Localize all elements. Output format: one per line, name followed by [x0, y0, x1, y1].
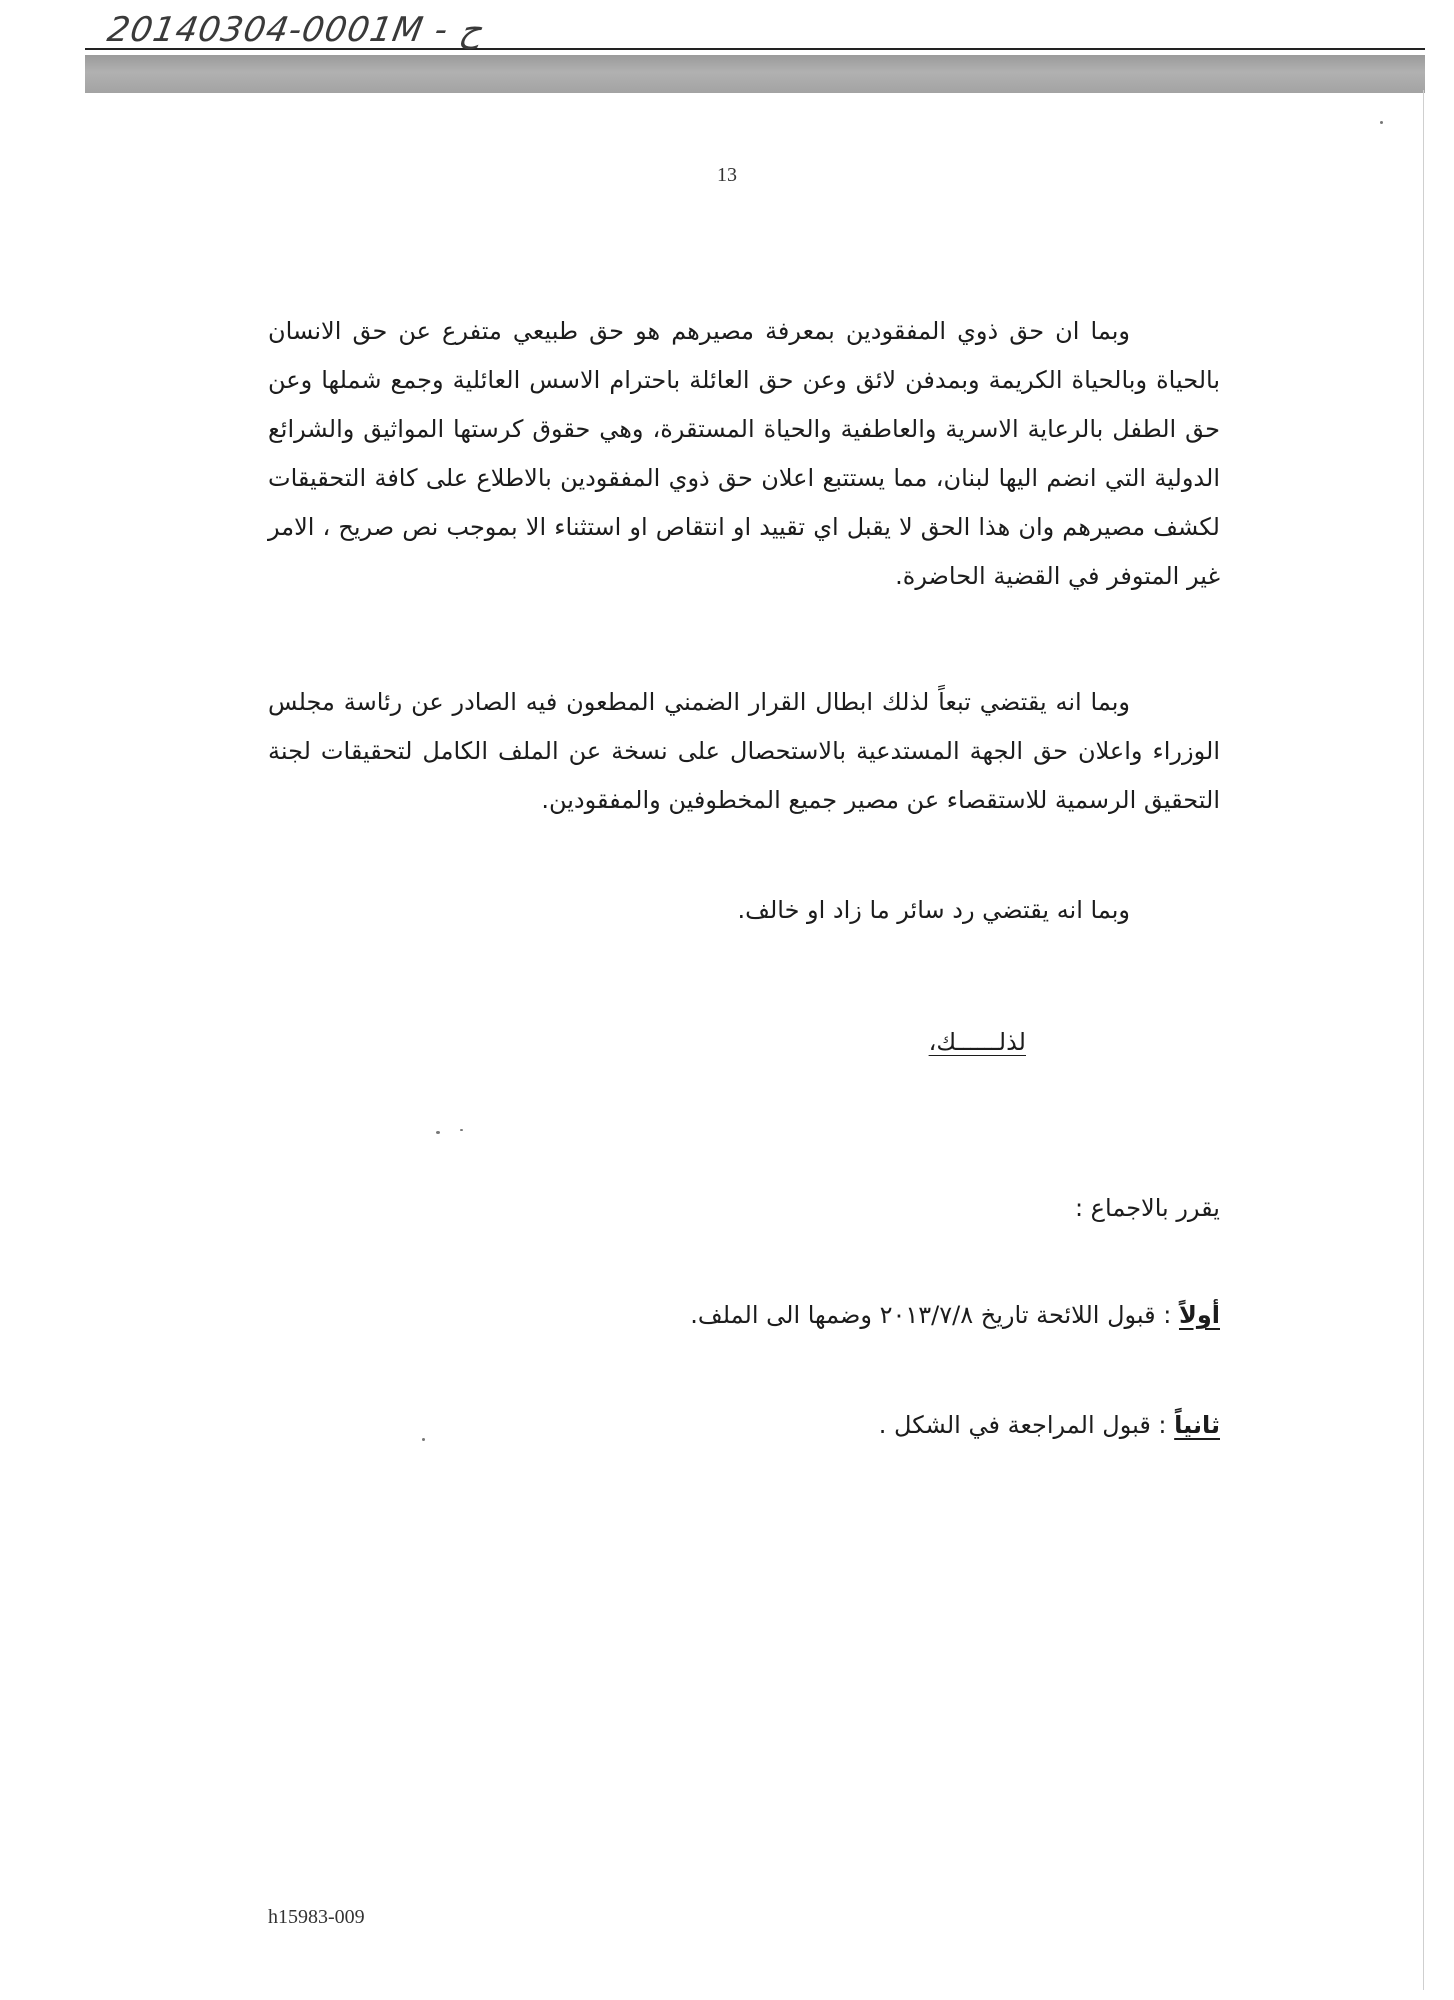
decision-item-second-text: : قبول المراجعة في الشكل .	[878, 1411, 1175, 1439]
scan-shadow-band	[85, 55, 1425, 93]
paragraph-reject-remaining: وبما انه يقتضي رد سائر ما زاد او خالف.	[737, 896, 1130, 924]
decision-item-second	[268, 1411, 1220, 1439]
decision-item-first-text: : قبول اللائحة تاريخ ٢٠١٣/٧/٨ وضمها الى الملف.	[690, 1301, 1179, 1329]
decision-item-first	[268, 1301, 1220, 1329]
paragraph-rights-of-families: وبما ان حق ذوي المفقودين بمعرفة مصيرهم هو حق طبيعي متفرع عن حق الانسان بالحياة وبالحياة الكريمة وبمدفن لائق وعن حق العائلة باحترام الاسس العائلية وجمع شملها وعن حق الطفل بالرعاية الاسرية والعاطفية والحياة المستقرة، وهي حقوق كرستها المواثيق والشرائع الدولية التي انضم اليها لبنان، مما يستتبع اعلان حق ذوي المفقودين بالاطلاع على كافة التحقيقات لكشف مصيرهم وان هذا الحق لا يقبل اي تقييد او انتقاص او استثناء الا بموجب نص صريح ، الامر غير المتوفر في القضية الحاضرة.	[268, 317, 1220, 590]
decision-item-second-label: ثانياً	[1174, 1411, 1220, 1439]
page-number: 13	[717, 164, 737, 186]
handwritten-reference: 20140304-0001M - ح	[104, 10, 486, 50]
scan-speck	[436, 1131, 440, 1134]
document-code: h15983-009	[268, 1906, 365, 1928]
paragraph-annul-decision: وبما انه يقتضي تبعاً لذلك ابطال القرار الضمني المطعون فيه الصادر عن رئاسة مجلس الوزراء واعلان حق الجهة المستدعية بالاستحصال على نسخة عن الملف الكامل لتحقيقات لجنة التحقيق الرسمية للاستقصاء عن مصير جميع المخطوفين والمفقودين.	[268, 688, 1220, 814]
decision-item-first-label: أولاً	[1178, 1301, 1220, 1329]
scan-speck	[1380, 121, 1383, 124]
scan-speck	[460, 1129, 463, 1131]
page-edge	[1423, 90, 1424, 1990]
scan-speck	[422, 1438, 425, 1441]
therefore-heading: لذلــــــك،	[928, 1028, 1026, 1056]
decision-intro: يقرر بالاجماع :	[1074, 1194, 1220, 1222]
